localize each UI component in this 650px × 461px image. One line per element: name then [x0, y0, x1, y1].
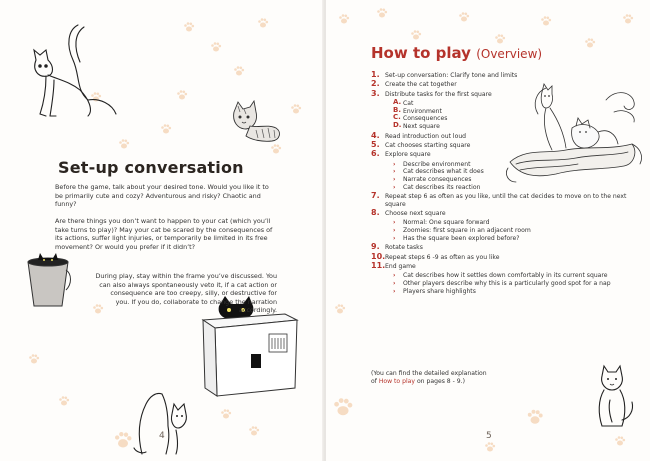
task-letter: D. [393, 121, 402, 129]
task-sub-item [393, 123, 646, 131]
bullet-sub-list [393, 219, 646, 242]
paw-print-icon [622, 10, 634, 22]
footnote-text: (You can find the detailed explanation [371, 370, 487, 377]
step-item [371, 142, 646, 149]
chevron-right-icon: › [393, 219, 396, 227]
paw-print-icon [376, 4, 388, 16]
step-item [371, 81, 646, 88]
page-number: 4 [159, 431, 165, 441]
bullet-item [393, 272, 646, 280]
paw-print-icon [410, 26, 422, 38]
step-item [371, 72, 646, 79]
paw-print-icon [584, 34, 596, 46]
chevron-right-icon: › [393, 176, 396, 183]
chevron-right-icon: › [393, 183, 396, 191]
bullet-sub-list [393, 161, 646, 191]
paw-print-icon [176, 86, 188, 98]
bullet-item [393, 176, 646, 184]
bullet-item [393, 235, 646, 243]
paw-print-icon [183, 18, 195, 30]
step-text: Explore square [385, 151, 431, 159]
step-number: 8. [371, 208, 380, 217]
chevron-right-icon: › [393, 287, 396, 295]
title-sub: (Overview) [476, 47, 543, 61]
sitting-cat-illustration [132, 382, 194, 457]
step-item [371, 251, 646, 261]
task-text: Consequences [403, 115, 448, 123]
step-number: 7. [371, 191, 380, 201]
paw-print-icon [334, 300, 346, 312]
task-letter: C. [393, 113, 401, 122]
task-text: Next square [403, 123, 440, 130]
bullet-text: Normal: One square forward [403, 219, 490, 227]
step-text: Choose next square [385, 210, 446, 217]
step-text: Repeat steps 6 -9 as often as you like [385, 253, 500, 261]
bullet-item [393, 280, 646, 288]
paw-print-icon [540, 12, 552, 24]
chevron-right-icon: › [393, 168, 396, 176]
paragraph: Before the game, talk about your desired tone. Would you like it to be primarily cute and cozy? Adventurous and risky? Chaotic and funny? [55, 183, 269, 208]
bullet-text: Has the square been explored before? [403, 234, 520, 242]
paw-print-icon [338, 10, 350, 22]
step-number: 10. [371, 251, 386, 261]
step-text: Read introduction out loud [385, 132, 467, 140]
step-text: Create the cat together [385, 81, 457, 89]
step-number: 2. [371, 79, 380, 89]
chevron-right-icon: › [393, 234, 396, 242]
paw-print-icon [248, 422, 260, 434]
step-number: 3. [371, 88, 380, 98]
how-to-play-link[interactable]: How to play [378, 378, 416, 385]
step-text: Repeat step 6 as often as you like, until the cat decides to move on to the next square [385, 193, 627, 208]
step-number: 1. [371, 70, 380, 79]
sitting-cat-bottom-illustration [588, 360, 638, 430]
step-item [371, 193, 646, 208]
paw-print-icon [257, 14, 269, 26]
chevron-right-icon: › [393, 227, 396, 234]
step-number: 4. [371, 130, 380, 140]
paw-print-icon [113, 430, 133, 450]
paw-print-icon [118, 135, 130, 147]
page-number: 5 [486, 431, 492, 441]
task-sub-list [393, 100, 646, 130]
step-item [371, 88, 646, 131]
stretching-cat-illustration [18, 20, 128, 120]
task-letter: A. [393, 98, 402, 107]
bullet-item [393, 219, 646, 227]
paw-print-icon [28, 350, 40, 362]
paw-print-icon [290, 100, 302, 112]
chevron-right-icon: › [393, 280, 396, 287]
step-item [371, 244, 646, 251]
paragraph: Are there things you don’t want to happen to your cat (which you’ll take turns to play)? May your cat be scared by the consequences of its actions, suffer light injuries, or temporarily be limited in its free movement? Or would you prefer if it didn’t? [55, 217, 273, 251]
task-sub-item [393, 115, 646, 123]
step-text: Distribute tasks for the first square [385, 90, 492, 98]
step-text: Set-up conversation: Clarify tone and limits [385, 72, 518, 79]
bullet-text: Cat describes how it settles down comfortably in its current square [403, 272, 608, 280]
bullet-text: Players share highlights [403, 287, 476, 295]
footnote [371, 370, 571, 386]
page-title [371, 44, 542, 62]
step-number: 6. [371, 149, 380, 159]
bullet-item [393, 184, 646, 192]
paw-print-icon [526, 408, 544, 426]
flower-pot-cat-illustration [22, 250, 74, 310]
task-sub-item [393, 105, 646, 116]
task-sub-item [393, 100, 646, 108]
step-number: 11. [371, 261, 386, 270]
step-number: 5. [371, 140, 380, 149]
left-page [0, 0, 324, 461]
paw-print-icon [332, 396, 354, 418]
paw-print-icon [58, 392, 70, 404]
step-number: 9. [371, 242, 380, 252]
lying-tabby-cat-illustration [228, 98, 284, 146]
footnote-text: of [371, 378, 379, 385]
chevron-right-icon: › [393, 160, 396, 168]
task-text: Cat [403, 100, 414, 108]
bullet-text: Cat describes what it does [403, 168, 484, 176]
step-item [371, 263, 646, 295]
task-text: Environment [403, 107, 442, 115]
page-title: Set-up conversation [58, 158, 244, 177]
paw-print-icon [614, 432, 626, 444]
paw-print-icon [220, 405, 232, 417]
paw-print-icon [458, 8, 470, 20]
paw-print-icon [160, 120, 172, 132]
steps-list [371, 72, 646, 297]
bullet-item [393, 161, 646, 169]
bullet-item [393, 288, 646, 296]
bullet-text: Zoomies: first square in an adjacent room [403, 227, 531, 234]
title-main: How to play [371, 44, 471, 62]
step-item [371, 151, 646, 191]
footnote-text: on pages 8 - 9.) [415, 378, 465, 385]
bullet-text: Describe environment [403, 160, 471, 168]
step-text: Cat chooses starting square [385, 142, 471, 149]
step-text: End game [385, 263, 416, 270]
bullet-text: Narrate consequences [403, 176, 472, 183]
bullet-text: Cat describes its reaction [403, 183, 481, 191]
paw-print-icon [233, 62, 245, 74]
step-item [371, 210, 646, 242]
paw-print-icon [494, 30, 506, 42]
bullet-text: Other players describe why this is a particularly good spot for a nap [403, 280, 611, 287]
step-text: Rotate tasks [385, 244, 423, 252]
bullet-item [393, 227, 646, 235]
step-item [371, 130, 646, 140]
paw-print-icon [210, 38, 222, 50]
chevron-right-icon: › [393, 272, 396, 280]
bullet-item [393, 168, 646, 176]
paragraph: During play, stay within the frame you’ve discussed. You can also always spontaneously veto it, if a cat action or consequence are too creepy, silly, or destructive for you. If you do, collaborate to change the narration accordingly. [95, 272, 277, 314]
task-letter: B. [393, 105, 401, 114]
right-page [326, 0, 650, 461]
bullet-sub-list [393, 272, 646, 295]
